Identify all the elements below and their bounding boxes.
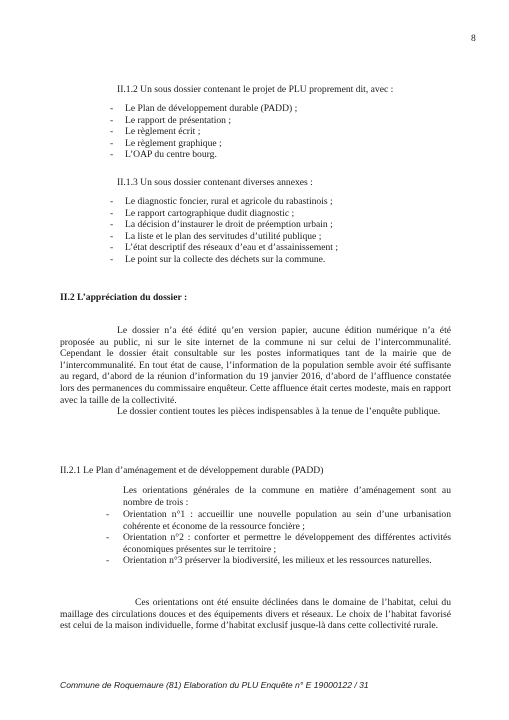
list-marker: - xyxy=(106,555,110,567)
list-item: - Orientation n°3 préserver la biodiversité, les milieux et les ressources naturelles. xyxy=(106,555,432,567)
list-marker: - xyxy=(110,253,114,265)
list-marker: - xyxy=(106,509,110,520)
section-113-list xyxy=(110,196,338,266)
list-item: - L’état descriptif des réseaux d’eau et d’assainissement ; xyxy=(110,242,339,254)
section-22-paragraph-2: Le dossier contient toutes les pièces indispensables à la tenue de l’enquête publique. xyxy=(117,406,441,417)
list-marker: - xyxy=(110,137,114,149)
list-item: - Orientation n°1 : accueillir une nouvelle population au sein d’une urbanisation cohérente et économe de la ressource foncière ; xyxy=(106,509,451,532)
list-marker: - xyxy=(110,242,114,254)
section-221-heading: II.2.1 Le Plan d’aménagement et de développement durable (PADD) xyxy=(60,465,324,476)
list-marker: - xyxy=(110,114,114,126)
list-item: - Le Plan de développement durable (PADD) ; xyxy=(110,103,298,114)
section-22-heading: II.2 L’appréciation du dossier : xyxy=(60,292,188,303)
section-221-paragraph: Ces orientations ont été ensuite déclinées dans le domaine de l’habitat, celui du maillage des circulations douces et des équipements divers et réseaux. Le choix de l’habitat favorisé est celui de la maison individuelle, forme d’habitat exclusif jusque-là dans cette collectivité rurale. xyxy=(60,597,451,632)
list-item: - Le diagnostic foncier, rural et agricole du rabastinois ; xyxy=(110,196,333,207)
section-221-list xyxy=(106,509,451,567)
list-marker: - xyxy=(110,103,114,114)
list-item: - Le rapport de présentation ; xyxy=(110,114,232,126)
list-item: - La liste et le plan des servitudes d’utilité publique ; xyxy=(110,230,322,242)
section-221-intro: Les orientations générales de la commune en matière d’aménagement sont au nombre de trois : xyxy=(123,485,451,508)
list-item: - Orientation n°2 : conforter et permettre le développement des différentes activités économiques présentes sur le territoire ; xyxy=(106,532,451,555)
list-marker: - xyxy=(110,149,114,161)
section-112-list xyxy=(110,103,297,161)
section-22-paragraph-1: Le dossier n’a été édité qu’en version papier, aucune édition numérique n’a été proposée au public, ni sur le site internet de la commune ni sur celui de l’intercommunalité. Cependant le dossier était consultable sur les postes informatiques tant de la mairie que de l’intercommunalité. En tout état de cause, l’information de la population semble avoir été suffisante au regard, d’abord de la réunion d’information du 19 janvier 2016, d’abord de l’affluence constatée lors des permanences du commissaire enquêteur. Cette affluence était certes modeste, mais en rapport avec la taille de la collectivité. xyxy=(60,325,451,406)
list-item: - Le rapport cartographique dudit diagnostic ; xyxy=(110,207,295,219)
list-item: - Le point sur la collecte des déchets sur la commune. xyxy=(110,253,326,265)
list-item: - L’OAP du centre bourg. xyxy=(110,149,217,161)
list-marker: - xyxy=(110,230,114,242)
page-number: 8 xyxy=(471,33,476,44)
section-112-heading: II.1.2 Un sous dossier contenant le projet de PLU proprement dit, avec : xyxy=(117,84,394,95)
list-item: - Le règlement écrit ; xyxy=(110,126,201,138)
page-footer: Commune de Roquemaure (81) Elaboration du PLU Enquête n° E 19000122 / 31 xyxy=(60,680,369,690)
list-item: - Le règlement graphique ; xyxy=(110,137,222,149)
list-marker: - xyxy=(110,219,114,231)
list-marker: - xyxy=(106,532,110,544)
list-item: - La décision d’instaurer le droit de préemption urbain ; xyxy=(110,219,333,231)
list-marker: - xyxy=(110,196,114,207)
list-marker: - xyxy=(110,126,114,138)
section-113-heading: II.1.3 Un sous dossier contenant diverses annexes : xyxy=(117,177,313,188)
list-marker: - xyxy=(110,207,114,219)
